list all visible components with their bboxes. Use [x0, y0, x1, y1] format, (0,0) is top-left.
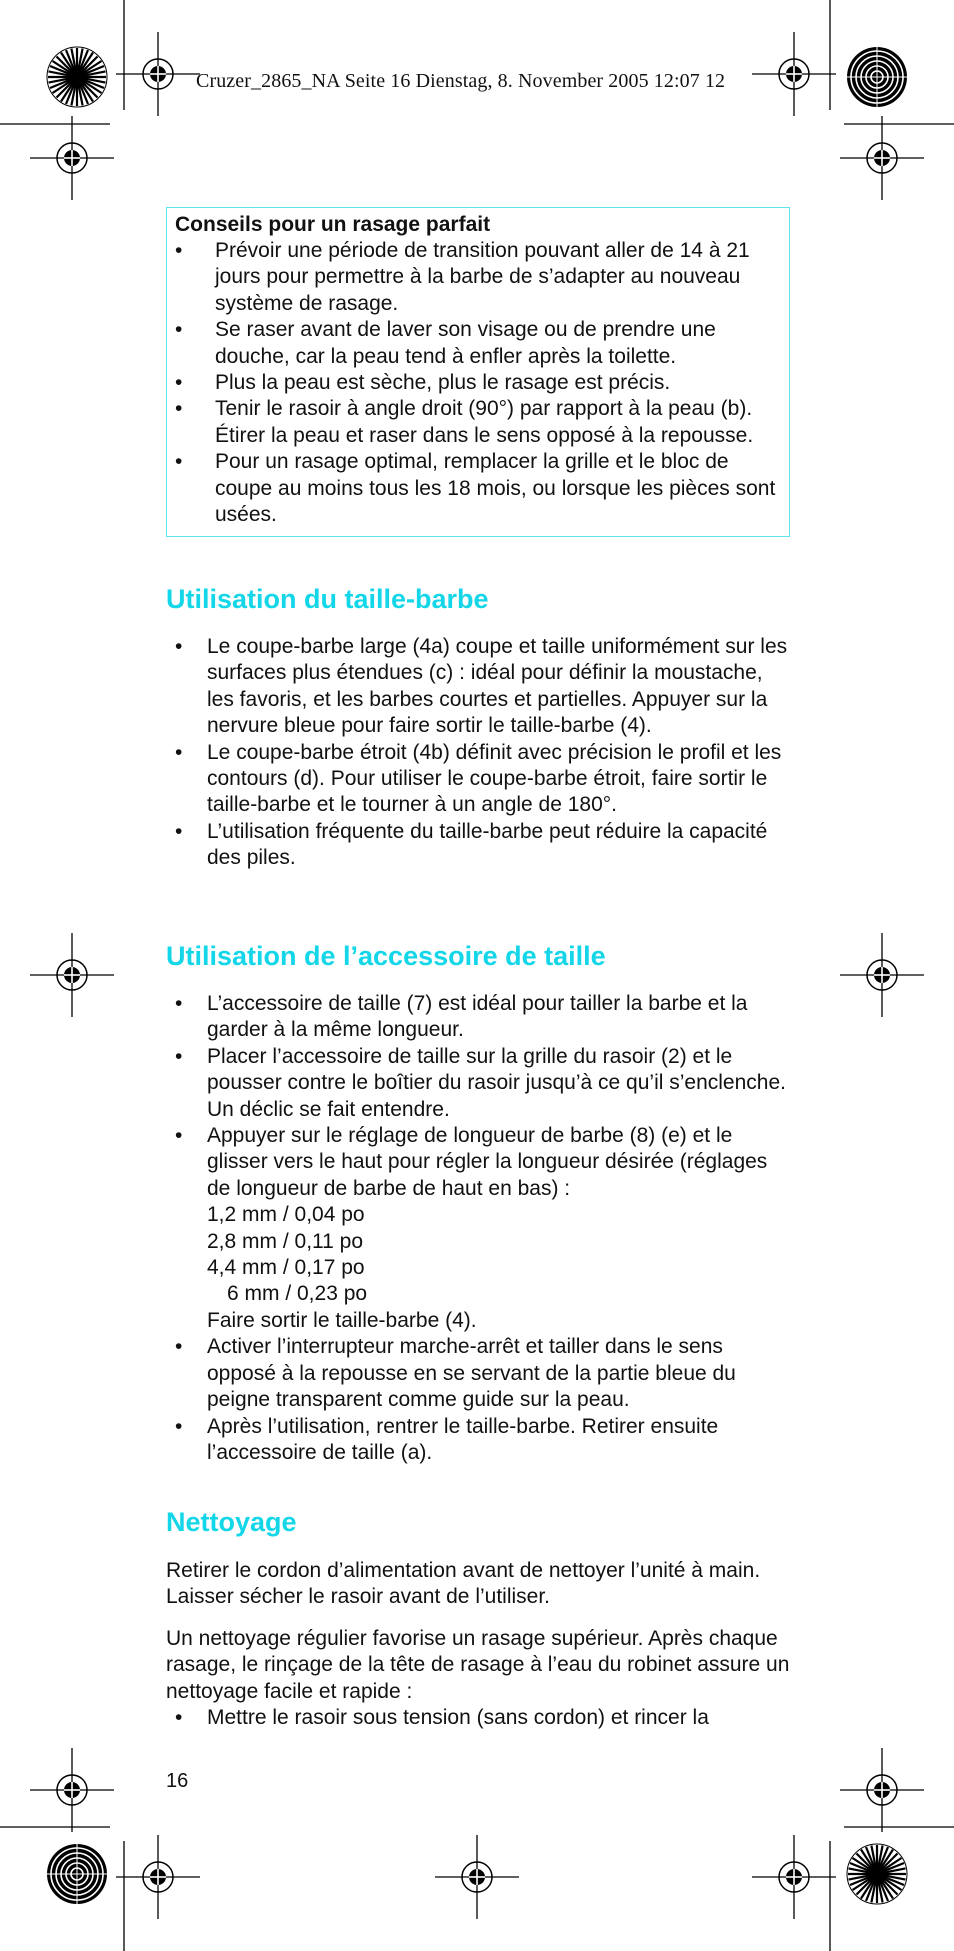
- page-number: 16: [166, 1770, 189, 1792]
- list-item-continuation: Faire sortir le taille-barbe (4).: [207, 1308, 477, 1332]
- length-setting: 1,2 mm / 0,04 po: [207, 1203, 365, 1227]
- length-setting: 6 mm / 0,23 po: [227, 1282, 368, 1306]
- cleaning-paragraph: Un nettoyage régulier favorise un rasage supérieur. Après chaque rasage, le rinçage de la tête de rasage à l’eau du robinet assure un nettoyage facile et rapide :: [166, 1626, 790, 1703]
- cleaning-heading: Nettoyage: [166, 1507, 297, 1537]
- list-item: • Le coupe-barbe étroit (4b) définit avec précision le profil et les contours (d). Pour utiliser le coupe-barbe étroit, faire sortir le taille-barbe et le tourner à un angle de 180°.: [175, 740, 782, 817]
- list-item: • Mettre le rasoir sous tension (sans cordon) et rincer la: [175, 1706, 709, 1730]
- tips-box: [166, 207, 790, 537]
- list-item: • Le coupe-barbe large (4a) coupe et taille uniformément sur les surfaces plus étendues (c) : idéal pour définir la moustache, les favoris, et les barbes courtes et partielles. Appuyer sur la nervure bleue pour faire sortir le taille-barbe (4).: [175, 635, 788, 738]
- trimmer-heading: Utilisation du taille-barbe: [166, 584, 489, 614]
- list-item: • Activer l’interrupteur marche-arrêt et tailler dans le sens opposé à la repousse en se servant de la partie bleue du peigne transparent comme guide sur la peau.: [175, 1335, 736, 1412]
- print-slug: Cruzer_2865_NA Seite 16 Dienstag, 8. November 2005 12:07 12: [196, 70, 726, 92]
- list-item: • Pour un rasage optimal, remplacer la grille et le bloc de coupe au moins tous les 18 mois, ou lorsque les pièces sont usées.: [175, 450, 776, 527]
- list-item: • Appuyer sur le réglage de longueur de barbe (8) (e) et le glisser vers le haut pour régler la longueur désirée (réglages de longueur de barbe de haut en bas) : 1,2 mm / 0,04 po 2,8 mm / 0,11 po 4,4 mm / 0,17 po 6 mm / 0,23 po Faire sortir le taille-barbe (4).: [166, 1123, 790, 1334]
- list-item: • L’accessoire de taille (7) est idéal pour tailler la barbe et la garder à la même longueur.: [175, 992, 748, 1042]
- cleaning-paragraph: Retirer le cordon d’alimentation avant de nettoyer l’unité à main. Laisser sécher le rasoir avant de l’utiliser.: [166, 1559, 761, 1609]
- list-item: • Placer l’accessoire de taille sur la grille du rasoir (2) et le pousser contre le boîtier du rasoir jusqu’à ce qu’il s’enclenche. Un déclic se fait entendre.: [175, 1044, 786, 1121]
- list-item: • L’utilisation fréquente du taille-barbe peut réduire la capacité des piles.: [175, 819, 768, 870]
- length-setting: 2,8 mm / 0,11 po: [207, 1229, 364, 1253]
- list-item: • Se raser avant de laver son visage ou de prendre une douche, car la peau tend à enfler après la toilette.: [175, 318, 716, 368]
- attachment-section: [166, 940, 790, 1466]
- list-item: • Après l’utilisation, rentrer le taille-barbe. Retirer ensuite l’accessoire de taille (a).: [175, 1414, 719, 1464]
- cleaning-section: [166, 1506, 790, 1731]
- trimmer-list: [166, 634, 790, 872]
- list-item: • Prévoir une période de transition pouvant aller de 14 à 21 jours pour permettre à la barbe de s’adapter au nouveau système de rasage.: [175, 239, 750, 315]
- cleaning-list: [166, 1705, 790, 1731]
- trimmer-section: [166, 583, 790, 872]
- list-item: • Tenir le rasoir à angle droit (90°) par rapport à la peau (b). Étirer la peau et raser dans le sens opposé à la repousse.: [175, 397, 754, 447]
- length-setting: 4,4 mm / 0,17 po: [207, 1256, 365, 1280]
- attachment-heading: Utilisation de l’accessoire de taille: [166, 941, 606, 971]
- tips-title: Conseils pour un rasage parfait: [175, 213, 491, 236]
- list-item: • Plus la peau est sèche, plus le rasage est précis.: [175, 371, 671, 395]
- attachment-list: [166, 991, 790, 1466]
- tips-list: [175, 238, 789, 528]
